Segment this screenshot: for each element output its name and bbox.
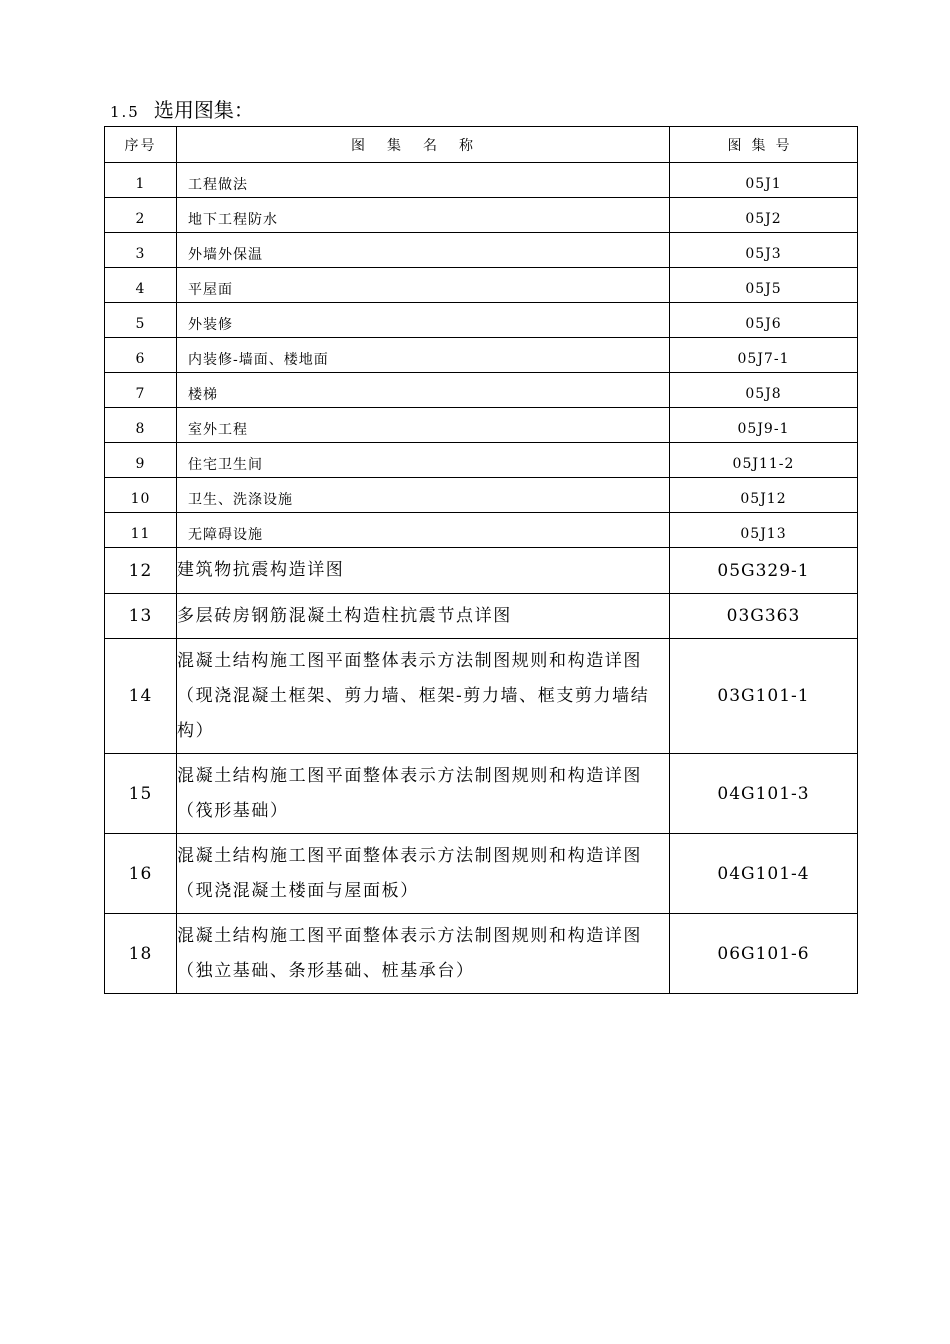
- row-name: 混凝土结构施工图平面整体表示方法制图规则和构造详图（现浇混凝土框架、剪力墙、框架-剪力墙、框支剪力墙结构）: [177, 639, 670, 754]
- row-code: 03G101-1: [670, 639, 858, 754]
- table-row: [105, 443, 858, 478]
- row-name: 混凝土结构施工图平面整体表示方法制图规则和构造详图（现浇混凝土楼面与屋面板）: [177, 834, 670, 914]
- row-name: 混凝土结构施工图平面整体表示方法制图规则和构造详图（筏形基础）: [177, 754, 670, 834]
- row-name: 多层砖房钢筋混凝土构造柱抗震节点详图: [177, 594, 670, 639]
- row-code: 05J5: [670, 268, 858, 303]
- table-row: [105, 478, 858, 513]
- row-name: 内装修-墙面、楼地面: [177, 338, 670, 373]
- row-code: 05J1: [670, 163, 858, 198]
- row-name: 室外工程: [177, 408, 670, 443]
- row-name: 工程做法: [177, 163, 670, 198]
- header-name: 图集名称: [177, 127, 670, 163]
- table-row: [105, 233, 858, 268]
- row-code: 04G101-3: [670, 754, 858, 834]
- row-code: 05J7-1: [670, 338, 858, 373]
- atlas-table: [104, 126, 858, 994]
- row-no: 9: [105, 443, 177, 478]
- row-no: 10: [105, 478, 177, 513]
- row-no: 3: [105, 233, 177, 268]
- row-name: 建筑物抗震构造详图: [177, 548, 670, 594]
- table-row: [105, 513, 858, 548]
- row-name: 无障碍设施: [177, 513, 670, 548]
- table-row: [105, 834, 858, 914]
- row-code: 05J9-1: [670, 408, 858, 443]
- row-code: 05G329-1: [670, 548, 858, 594]
- row-no: 7: [105, 373, 177, 408]
- row-no: 1: [105, 163, 177, 198]
- table-row: [105, 163, 858, 198]
- table-row: [105, 303, 858, 338]
- row-code: 05J8: [670, 373, 858, 408]
- table-row: [105, 408, 858, 443]
- row-name: 卫生、洗涤设施: [177, 478, 670, 513]
- row-code: 05J2: [670, 198, 858, 233]
- row-name: 楼梯: [177, 373, 670, 408]
- table-row: [105, 198, 858, 233]
- table-row: [105, 639, 858, 754]
- row-no: 11: [105, 513, 177, 548]
- row-no: 2: [105, 198, 177, 233]
- row-no: 13: [105, 594, 177, 639]
- section-number: 1.5: [110, 103, 140, 121]
- row-no: 18: [105, 914, 177, 994]
- table-row: [105, 268, 858, 303]
- section-heading: [110, 96, 254, 126]
- section-title: 选用图集：: [153, 98, 254, 122]
- row-no: 5: [105, 303, 177, 338]
- row-no: 4: [105, 268, 177, 303]
- table-row: [105, 338, 858, 373]
- row-no: 16: [105, 834, 177, 914]
- row-name: 外墙外保温: [177, 233, 670, 268]
- row-code: 05J6: [670, 303, 858, 338]
- row-code: 05J11-2: [670, 443, 858, 478]
- row-name: 地下工程防水: [177, 198, 670, 233]
- row-code: 05J13: [670, 513, 858, 548]
- row-code: 05J3: [670, 233, 858, 268]
- table-row: [105, 594, 858, 639]
- row-code: 05J12: [670, 478, 858, 513]
- row-code: 03G363: [670, 594, 858, 639]
- row-name: 平屋面: [177, 268, 670, 303]
- header-code: 图集号: [670, 127, 858, 163]
- row-no: 12: [105, 548, 177, 594]
- row-no: 14: [105, 639, 177, 754]
- row-name: 混凝土结构施工图平面整体表示方法制图规则和构造详图（独立基础、条形基础、桩基承台）: [177, 914, 670, 994]
- table-header-row: [105, 127, 858, 163]
- header-no: 序号: [105, 127, 177, 163]
- row-no: 8: [105, 408, 177, 443]
- row-code: 04G101-4: [670, 834, 858, 914]
- row-name: 住宅卫生间: [177, 443, 670, 478]
- row-name: 外装修: [177, 303, 670, 338]
- table-row: [105, 754, 858, 834]
- row-no: 6: [105, 338, 177, 373]
- table-row: [105, 548, 858, 594]
- table-row: [105, 373, 858, 408]
- row-no: 15: [105, 754, 177, 834]
- row-code: 06G101-6: [670, 914, 858, 994]
- table-row: [105, 914, 858, 994]
